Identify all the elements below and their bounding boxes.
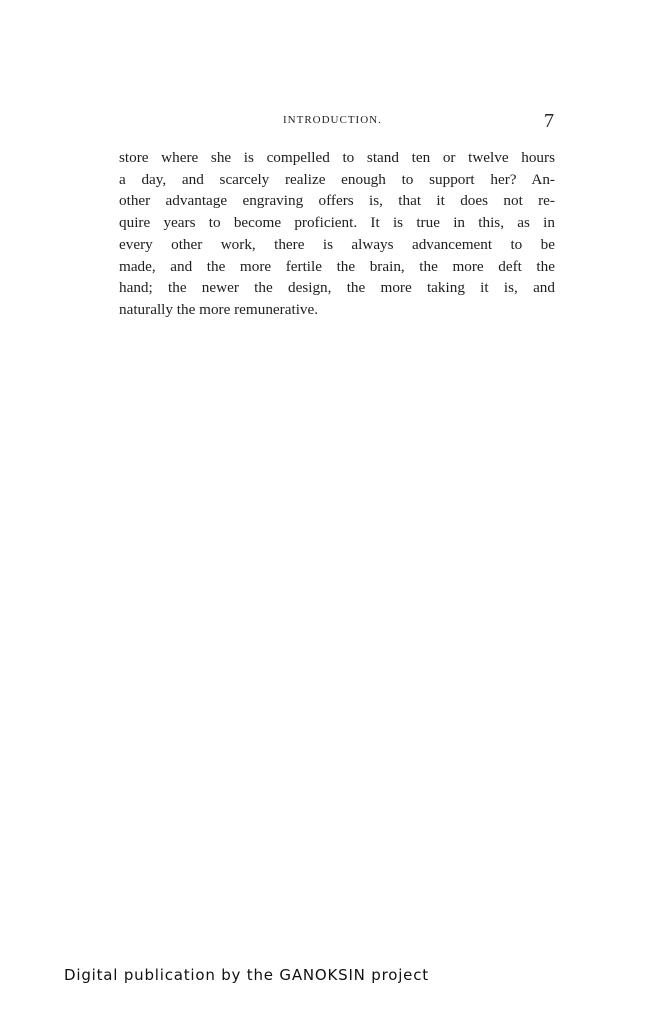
- text-line: made, and the more fertile the brain, the more deft the: [119, 257, 555, 275]
- page-number: 7: [544, 110, 554, 132]
- text-line: every other work, there is always advancement to be: [119, 235, 555, 253]
- text-line: a day, and scarcely realize enough to support her? An-: [119, 170, 555, 188]
- footer-credit: Digital publication by the GANOKSIN project: [64, 966, 429, 984]
- body-paragraph: [119, 147, 555, 321]
- running-head: INTRODUCTION.: [283, 114, 382, 126]
- text-line: hand; the newer the design, the more taking it is, and: [119, 279, 555, 297]
- text-line: store where she is compelled to stand ten or twelve hours: [119, 149, 555, 166]
- text-line: other advantage engraving offers is, that it does not re-: [119, 192, 555, 210]
- text-line: naturally the more remunerative.: [119, 300, 319, 318]
- text-line: quire years to become proficient. It is true in this, as in: [119, 214, 555, 232]
